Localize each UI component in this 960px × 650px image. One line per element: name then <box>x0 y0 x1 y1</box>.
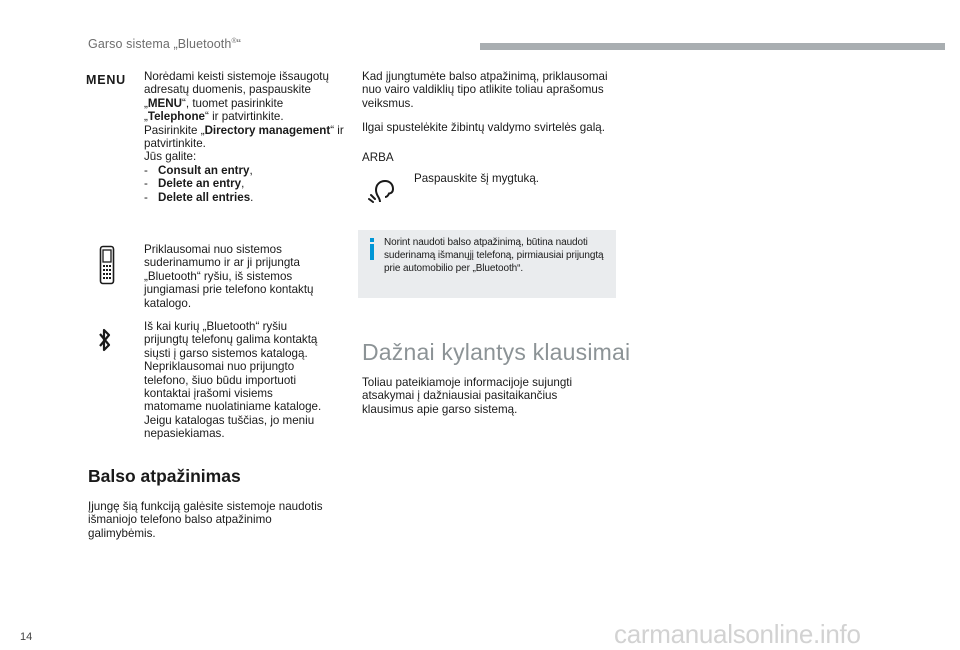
or-separator: ARBA <box>362 151 394 164</box>
list-item: - Delete all entries. <box>144 191 344 204</box>
list-item: - Delete an entry, <box>144 177 344 190</box>
options-list <box>144 164 344 204</box>
phone-directory-paragraph: Priklausomai nuo sistemos suderinamumo ir ar ji prijungta „Bluetooth“ ryšiu, iš sistemos jungiamasi prie telefono kontaktų katalogo. <box>144 243 314 310</box>
voice-activation-paragraph: Kad įjungtumėte balso atpažinimą, priklausomai nuo vairo valdiklių tipo atlikite toliau aprašomus veiksmus. <box>362 70 608 110</box>
contacts-edit-paragraph: Norėdami keisti sistemoje išsaugotų adresatų duomenis, paspauskite „MENU“, tuomet pasirinkite „Telephone“ ir patvirtinkite. Pasirinkite „Directory management“ ir patvirtinkite. Jūs galite: - Consult an entry, - Delete an entry, - Delete all entries. <box>144 70 344 204</box>
info-icon <box>368 238 376 265</box>
stalk-instruction: Ilgai spustelėkite žibintų valdymo svirtelės galą. <box>362 121 605 134</box>
button-instruction: Paspauskite šį mygtuką. <box>414 172 540 185</box>
header-bar <box>480 43 945 50</box>
page-number: 14 <box>20 631 33 643</box>
bluetooth-import-paragraph: Iš kai kurių „Bluetooth“ ryšiu prijungtų telefonų galima kontaktą siųsti į garso sistemos katalogą. Nepriklausomai nuo prijungto telefono, šiuo būdu importuoti kontaktai įrašomi visiems matomame nuolatiniame kataloge. Jeigu katalogas tuščias, jo meniu nepasiekiamas. <box>144 320 322 441</box>
info-notice-text: Norint naudoti balso atpažinimą, būtina naudoti suderinamą išmanųjį telefoną, pirmiausiai prijungtą prie automobilio per „Bluetooth“. <box>384 237 604 274</box>
menu-button-label: MENU <box>86 73 127 87</box>
bluetooth-icon <box>98 326 112 359</box>
phone-icon <box>99 245 115 290</box>
voice-command-icon <box>368 175 398 210</box>
voice-recognition-intro: Įjungę šią funkciją galėsite sistemoje naudotis išmaniojo telefono balso atpažinimo galimybėmis. <box>88 500 323 540</box>
page-header-title: Garso sistema „Bluetooth®“ <box>88 37 241 51</box>
watermark: carmanualsonline.info <box>614 619 861 649</box>
section-heading-faq: Dažnai kylantys klausimai <box>362 339 631 365</box>
list-item: - Consult an entry, <box>144 164 344 177</box>
faq-intro: Toliau pateikiamoje informacijoje sujungti atsakymai į dažniausiai pasitaikančius klausimus apie garso sistemą. <box>362 376 573 416</box>
section-heading-voice-recognition: Balso atpažinimas <box>88 466 241 486</box>
